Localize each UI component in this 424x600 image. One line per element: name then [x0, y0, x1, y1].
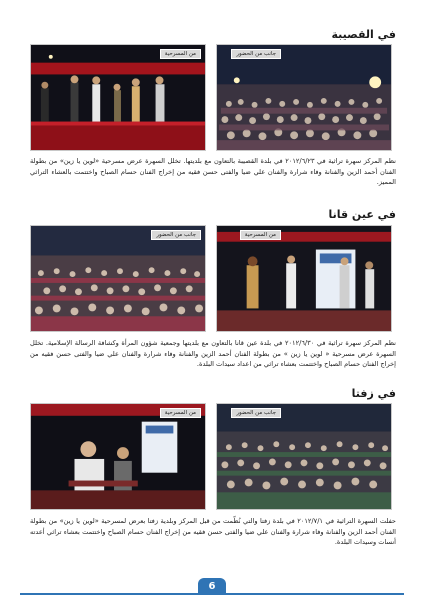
stage-photo	[30, 403, 206, 510]
photo-caption: من المسرحية	[160, 408, 201, 418]
section-heading: في زفتا	[351, 387, 396, 400]
stage-photo	[30, 44, 206, 151]
audience-scene-image	[217, 404, 391, 509]
photo-caption: جانب من الحضور	[151, 230, 201, 240]
section-paragraph: نظم المركز سهرة تراثية في ٢٠١٢/٦/٣٠ في بلدة عين قانا بالتعاون مع بلديتها وجمعية شؤون المرأة وكشافة الرسالة الإسلامية. تخلل السهرة عرض مسرحية « لوين يا زين » من بطولة الفنان أحمد الزين والفنانة وفاء شرارة والفنان علي ضيا والفتى حسن فقيه من إخراج الفنان حسام الصباح واختتمت بعشاء تراثي من اعداد سيدات البلدة.	[30, 339, 396, 368]
page-number: 6	[198, 578, 226, 595]
stage-photo	[216, 225, 392, 332]
stage-scene-image	[31, 404, 205, 509]
stage-scene-image	[217, 226, 391, 331]
photo-caption: جانب من الحضور	[231, 49, 281, 59]
audience-scene-image	[31, 226, 205, 331]
section-heading: في القصيبة	[331, 28, 396, 41]
audience-photo	[30, 225, 206, 332]
audience-photo	[216, 403, 392, 510]
photo-caption: من المسرحية	[160, 49, 201, 59]
photo-caption: جانب من الحضور	[231, 408, 281, 418]
section-heading: في عين قانا	[328, 208, 396, 221]
section-paragraph: نظم المركز سهرة تراثية في ٢٠١٢/٦/٢٣ في بلدة القصيبة بالتعاون مع بلديتها. تخلل السهرة عرض مسرحية «لوين يا زين» من بطولة الفنان أحمد الزين والفنانة وفاء شرارة والفنان علي ضيا والفتى حسن فقيه من إخراج الفنان حسام الصباح واختتمت بالعشاء التراثي المميز.	[30, 157, 396, 186]
section-paragraph: حفلت السهرة التراثية في ٢٠١٢/٧/١ في بلدة زفتا والتي نُظّمت من قبل المركز وبلدية زفتا بعرض لمسرحية «لوين يا زين» من بطولة الفنان أحمد الزين والفنانة وفاء شرارة والفنان علي ضيا والفتى حسن فقيه من إخراج الفنان حسام الصباح واختتمت بعشاء تراثي أعدته أنسات وسيدات البلدة.	[30, 517, 396, 546]
photo-caption: من المسرحية	[240, 230, 281, 240]
audience-photo	[216, 44, 392, 151]
audience-scene-image	[217, 45, 391, 150]
stage-scene-image	[31, 45, 205, 150]
